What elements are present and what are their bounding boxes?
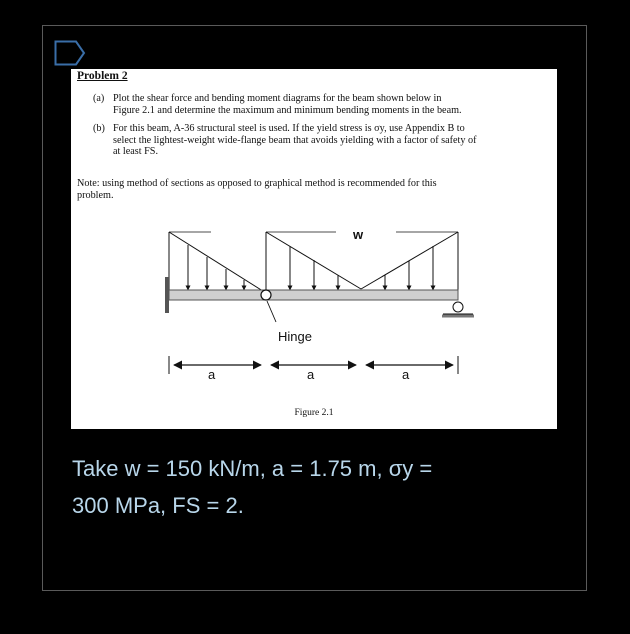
fixed-support <box>165 277 169 313</box>
span-label-3: a <box>402 367 410 382</box>
part-a-line-1: Plot the shear force and bending moment diagrams for the beam shown below in <box>113 93 442 104</box>
problem-sheet <box>71 69 557 429</box>
part-b-label: (b) <box>93 123 105 134</box>
hinge-label: Hinge <box>278 329 312 344</box>
problem-title: Problem 2 <box>77 70 128 82</box>
part-b-line-3: at least FS. <box>113 146 158 158</box>
given-line-2: 300 MPa, FS = 2. <box>72 493 244 518</box>
figure-caption: Figure 2.1 <box>294 408 334 418</box>
label-tag-icon <box>54 40 86 66</box>
span-label-1: a <box>208 367 216 382</box>
hinge-pointer <box>267 301 276 322</box>
pin-support <box>443 302 473 314</box>
beam <box>169 290 458 300</box>
hinge-circle <box>261 290 271 300</box>
given-values <box>72 450 552 524</box>
part-a-line-2: Figure 2.1 and determine the maximum and minimum bending moments in the beam. <box>113 104 462 116</box>
part-b-line-1: For this beam, A-36 structural steel is used. If the yield stress is σy, use Appendix B to <box>113 123 465 134</box>
note-line-2: problem. <box>77 189 114 201</box>
given-line-1: Take w = 150 kN/m, a = 1.75 m, σy = <box>72 456 433 481</box>
span-label-2: a <box>307 367 315 382</box>
beam-figure <box>71 69 557 429</box>
part-a-label: (a) <box>93 93 105 104</box>
part-b-line-2: select the lightest-weight wide-flange beam that avoids yielding with a factor of safety of <box>113 134 477 146</box>
note-line-1: Note: using method of sections as opposed to graphical method is recommended for this <box>77 178 437 189</box>
load-label: w <box>353 227 364 242</box>
